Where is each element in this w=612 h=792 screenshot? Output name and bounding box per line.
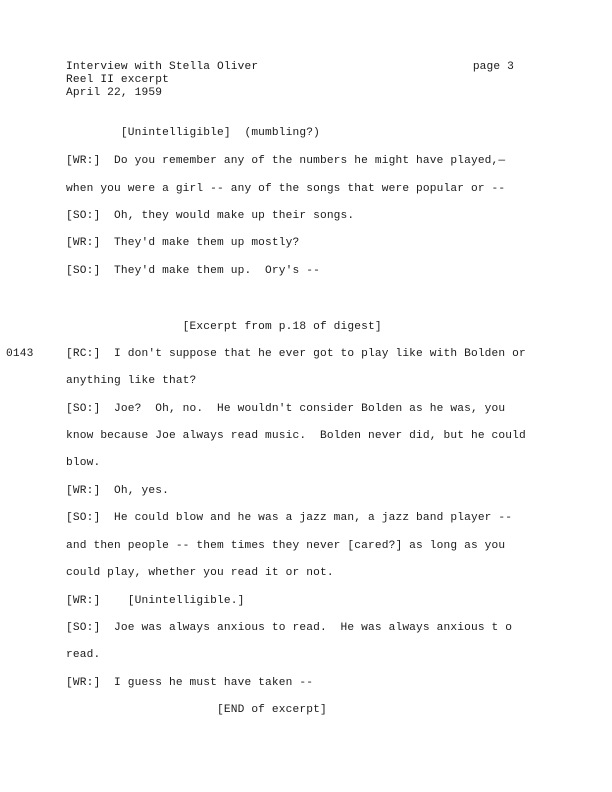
interview-title: Interview with Stella Oliver xyxy=(66,61,259,73)
transcript-line: [WR:] [Unintelligible.] xyxy=(66,595,245,607)
transcript-line: [SO:] Oh, they would make up their songs. xyxy=(66,210,355,222)
page-number: page 3 xyxy=(472,61,514,73)
transcript-line: [WR:] They'd make them up mostly? xyxy=(66,237,300,249)
transcript-line: [SO:] He could blow and he was a jazz man, a jazz band player -- xyxy=(66,512,513,524)
transcript-line: [RC:] I don't suppose that he ever got to play like with Bolden or xyxy=(66,348,526,360)
transcript-line: and then people -- them times they never [cared?] as long as you xyxy=(66,540,506,552)
transcript-line: [Unintelligible] (mumbling?) xyxy=(66,127,320,139)
excerpt-end: [END of excerpt] xyxy=(66,704,327,716)
transcript-line: [WR:] Do you remember any of the numbers he might have played,— xyxy=(66,155,506,167)
transcript-line: [SO:] Joe was always anxious to read. He was always anxious t o xyxy=(66,622,513,634)
transcript-line: [WR:] I guess he must have taken -- xyxy=(66,677,314,689)
transcript-line: read. xyxy=(66,649,101,661)
transcript-line: could play, whether you read it or not. xyxy=(66,567,334,579)
transcript-line: [SO:] Joe? Oh, no. He wouldn't consider Bolden as he was, you xyxy=(66,403,506,415)
transcript-line: blow. xyxy=(66,457,101,469)
interview-date: April 22, 1959 xyxy=(66,87,163,99)
transcript-line: know because Joe always read music. Bolden never did, but he could xyxy=(66,430,526,442)
transcript-line: [SO:] They'd make them up. Ory's -- xyxy=(66,265,320,277)
transcript-line: [WR:] Oh, yes. xyxy=(66,485,169,497)
reel-label: Reel II excerpt xyxy=(66,74,169,86)
transcript-line: anything like that? xyxy=(66,375,197,387)
transcript-line: when you were a girl -- any of the songs that were popular or -- xyxy=(66,183,506,195)
excerpt-heading: [Excerpt from p.18 of digest] xyxy=(66,321,382,333)
tape-counter: 0143 xyxy=(6,348,34,360)
